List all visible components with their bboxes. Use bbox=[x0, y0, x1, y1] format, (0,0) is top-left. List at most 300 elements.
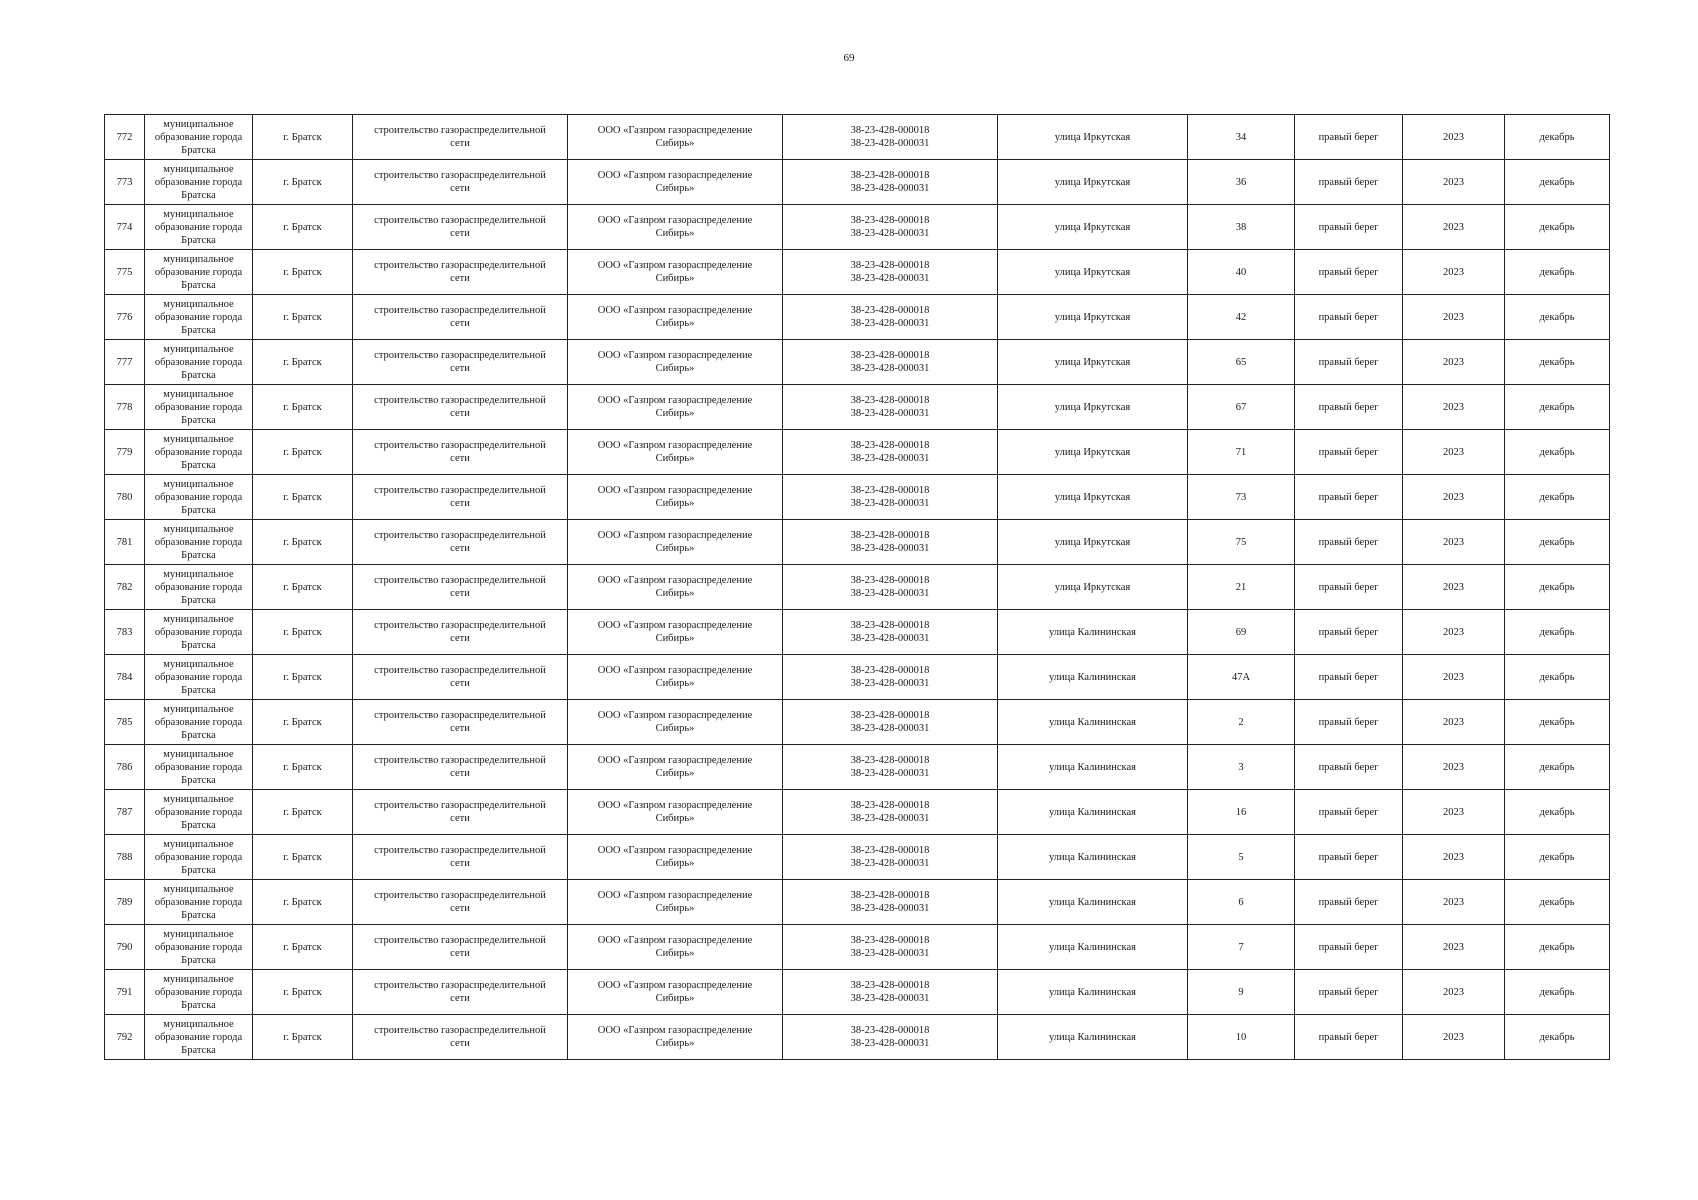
municipality-line: Братска bbox=[181, 1044, 216, 1056]
municipality-cell bbox=[145, 205, 253, 250]
cadastral-codes-line: 38-23-428-000031 bbox=[850, 903, 930, 914]
organization-line: ООО «Газпром газораспределение bbox=[597, 935, 753, 946]
organization-line: Сибирь» bbox=[655, 273, 695, 284]
cadastral-codes-line: 38-23-428-000031 bbox=[850, 138, 930, 149]
municipality-cell bbox=[145, 700, 253, 745]
river-bank-cell: правый берег bbox=[1295, 925, 1403, 970]
organization-line: ООО «Газпром газораспределение bbox=[597, 485, 753, 496]
work-type-line: сети bbox=[450, 408, 470, 419]
month-cell: декабрь bbox=[1505, 205, 1610, 250]
work-type-line: строительство газораспределительной bbox=[374, 755, 546, 766]
municipality-line: муниципальное bbox=[163, 478, 234, 490]
cadastral-codes-line: 38-23-428-000031 bbox=[850, 948, 930, 959]
street-cell: улица Иркутская bbox=[998, 295, 1188, 340]
organization-line: Сибирь» bbox=[655, 858, 695, 869]
street-cell: улица Иркутская bbox=[998, 340, 1188, 385]
work-type-line: сети bbox=[450, 453, 470, 464]
river-bank-cell: правый берег bbox=[1295, 295, 1403, 340]
work-type-line: строительство газораспределительной bbox=[374, 980, 546, 991]
work-type-line: сети bbox=[450, 138, 470, 149]
work-type-line: строительство газораспределительной bbox=[374, 170, 546, 181]
municipality-line: образование города bbox=[154, 986, 243, 998]
work-type-cell bbox=[353, 520, 568, 565]
municipality-line: образование города bbox=[154, 1031, 243, 1043]
municipality-cell bbox=[145, 655, 253, 700]
table-row bbox=[105, 250, 1610, 295]
work-type-line: сети bbox=[450, 948, 470, 959]
organization-line: ООО «Газпром газораспределение bbox=[597, 800, 753, 811]
cadastral-codes-cell bbox=[783, 835, 998, 880]
work-type-cell bbox=[353, 925, 568, 970]
street-cell: улица Калининская bbox=[998, 610, 1188, 655]
cadastral-codes-line: 38-23-428-000018 bbox=[850, 170, 930, 181]
cadastral-codes-line: 38-23-428-000018 bbox=[850, 350, 930, 361]
cadastral-codes-cell bbox=[783, 610, 998, 655]
work-type-line: строительство газораспределительной bbox=[374, 710, 546, 721]
row-number-cell: 778 bbox=[105, 385, 145, 430]
table-row bbox=[105, 925, 1610, 970]
work-type-line: строительство газораспределительной bbox=[374, 305, 546, 316]
house-number-cell: 73 bbox=[1188, 475, 1295, 520]
organization-cell bbox=[568, 700, 783, 745]
municipality-line: муниципальное bbox=[163, 433, 234, 445]
organization-line: ООО «Газпром газораспределение bbox=[597, 665, 753, 676]
municipality-line: Братска bbox=[181, 864, 216, 876]
cadastral-codes-cell bbox=[783, 790, 998, 835]
cadastral-codes-cell bbox=[783, 475, 998, 520]
work-type-line: сети bbox=[450, 318, 470, 329]
organization-cell bbox=[568, 295, 783, 340]
year-cell: 2023 bbox=[1403, 745, 1505, 790]
street-cell: улица Иркутская bbox=[998, 250, 1188, 295]
house-number-cell: 69 bbox=[1188, 610, 1295, 655]
organization-line: Сибирь» bbox=[655, 633, 695, 644]
cadastral-codes-line: 38-23-428-000018 bbox=[850, 440, 930, 451]
row-number-cell: 791 bbox=[105, 970, 145, 1015]
cadastral-codes-cell bbox=[783, 925, 998, 970]
work-type-line: сети bbox=[450, 498, 470, 509]
year-cell: 2023 bbox=[1403, 520, 1505, 565]
organization-cell bbox=[568, 655, 783, 700]
table-row bbox=[105, 475, 1610, 520]
cadastral-codes-line: 38-23-428-000031 bbox=[850, 768, 930, 779]
municipality-line: образование города bbox=[154, 806, 243, 818]
year-cell: 2023 bbox=[1403, 115, 1505, 160]
work-type-line: строительство газораспределительной bbox=[374, 935, 546, 946]
organization-line: Сибирь» bbox=[655, 183, 695, 194]
municipality-line: образование города bbox=[154, 356, 243, 368]
cadastral-codes-cell bbox=[783, 520, 998, 565]
organization-cell bbox=[568, 160, 783, 205]
month-cell: декабрь bbox=[1505, 250, 1610, 295]
city-cell: г. Братск bbox=[253, 655, 353, 700]
work-type-line: строительство газораспределительной bbox=[374, 665, 546, 676]
municipality-line: муниципальное bbox=[163, 568, 234, 580]
municipality-cell bbox=[145, 295, 253, 340]
organization-line: Сибирь» bbox=[655, 948, 695, 959]
work-type-cell bbox=[353, 430, 568, 475]
river-bank-cell: правый берег bbox=[1295, 340, 1403, 385]
organization-line: ООО «Газпром газораспределение bbox=[597, 710, 753, 721]
municipality-cell bbox=[145, 835, 253, 880]
organization-cell bbox=[568, 1015, 783, 1060]
river-bank-cell: правый берег bbox=[1295, 475, 1403, 520]
work-type-line: строительство газораспределительной bbox=[374, 620, 546, 631]
municipality-line: муниципальное bbox=[163, 613, 234, 625]
organization-line: ООО «Газпром газораспределение bbox=[597, 980, 753, 991]
table-row bbox=[105, 745, 1610, 790]
cadastral-codes-line: 38-23-428-000018 bbox=[850, 710, 930, 721]
municipality-line: муниципальное bbox=[163, 388, 234, 400]
cadastral-codes-line: 38-23-428-000031 bbox=[850, 408, 930, 419]
work-type-line: строительство газораспределительной bbox=[374, 845, 546, 856]
municipality-cell bbox=[145, 385, 253, 430]
municipality-line: муниципальное bbox=[163, 343, 234, 355]
table-row bbox=[105, 610, 1610, 655]
organization-cell bbox=[568, 565, 783, 610]
work-type-cell bbox=[353, 655, 568, 700]
work-type-cell bbox=[353, 340, 568, 385]
table-row bbox=[105, 655, 1610, 700]
row-number-cell: 784 bbox=[105, 655, 145, 700]
municipality-cell bbox=[145, 250, 253, 295]
municipality-line: Братска bbox=[181, 459, 216, 471]
work-type-line: строительство газораспределительной bbox=[374, 125, 546, 136]
table-row bbox=[105, 295, 1610, 340]
municipality-cell bbox=[145, 115, 253, 160]
city-cell: г. Братск bbox=[253, 700, 353, 745]
table-row bbox=[105, 700, 1610, 745]
street-cell: улица Калининская bbox=[998, 925, 1188, 970]
work-type-line: сети bbox=[450, 183, 470, 194]
municipality-line: муниципальное bbox=[163, 703, 234, 715]
month-cell: декабрь bbox=[1505, 295, 1610, 340]
row-number-cell: 790 bbox=[105, 925, 145, 970]
table-body bbox=[105, 115, 1610, 1060]
house-number-cell: 9 bbox=[1188, 970, 1295, 1015]
municipality-cell bbox=[145, 520, 253, 565]
year-cell: 2023 bbox=[1403, 880, 1505, 925]
river-bank-cell: правый берег bbox=[1295, 880, 1403, 925]
cadastral-codes-line: 38-23-428-000018 bbox=[850, 890, 930, 901]
table-row bbox=[105, 880, 1610, 925]
cadastral-codes-line: 38-23-428-000018 bbox=[850, 1025, 930, 1036]
work-type-cell bbox=[353, 565, 568, 610]
cadastral-codes-cell bbox=[783, 655, 998, 700]
cadastral-codes-line: 38-23-428-000018 bbox=[850, 845, 930, 856]
cadastral-codes-line: 38-23-428-000031 bbox=[850, 678, 930, 689]
work-type-line: сети bbox=[450, 768, 470, 779]
organization-line: ООО «Газпром газораспределение bbox=[597, 350, 753, 361]
municipality-cell bbox=[145, 340, 253, 385]
page-number: 69 bbox=[843, 52, 855, 64]
year-cell: 2023 bbox=[1403, 835, 1505, 880]
work-type-line: строительство газораспределительной bbox=[374, 575, 546, 586]
cadastral-codes-line: 38-23-428-000031 bbox=[850, 588, 930, 599]
organization-line: Сибирь» bbox=[655, 498, 695, 509]
city-cell: г. Братск bbox=[253, 925, 353, 970]
municipality-line: Братска bbox=[181, 324, 216, 336]
month-cell: декабрь bbox=[1505, 700, 1610, 745]
year-cell: 2023 bbox=[1403, 340, 1505, 385]
work-type-cell bbox=[353, 160, 568, 205]
cadastral-codes-line: 38-23-428-000031 bbox=[850, 993, 930, 1004]
row-number-cell: 781 bbox=[105, 520, 145, 565]
cadastral-codes-cell bbox=[783, 385, 998, 430]
municipality-line: муниципальное bbox=[163, 208, 234, 220]
river-bank-cell: правый берег bbox=[1295, 655, 1403, 700]
river-bank-cell: правый берег bbox=[1295, 835, 1403, 880]
cadastral-codes-line: 38-23-428-000018 bbox=[850, 125, 930, 136]
organization-cell bbox=[568, 925, 783, 970]
cadastral-codes-line: 38-23-428-000031 bbox=[850, 1038, 930, 1049]
municipality-line: Братска bbox=[181, 594, 216, 606]
year-cell: 2023 bbox=[1403, 610, 1505, 655]
work-type-cell bbox=[353, 700, 568, 745]
table-row bbox=[105, 160, 1610, 205]
municipality-cell bbox=[145, 565, 253, 610]
work-type-line: сети bbox=[450, 858, 470, 869]
municipality-line: Братска bbox=[181, 504, 216, 516]
city-cell: г. Братск bbox=[253, 430, 353, 475]
river-bank-cell: правый берег bbox=[1295, 745, 1403, 790]
municipality-line: образование города bbox=[154, 896, 243, 908]
city-cell: г. Братск bbox=[253, 340, 353, 385]
cadastral-codes-line: 38-23-428-000031 bbox=[850, 633, 930, 644]
year-cell: 2023 bbox=[1403, 925, 1505, 970]
house-number-cell: 21 bbox=[1188, 565, 1295, 610]
organization-cell bbox=[568, 340, 783, 385]
work-type-line: сети bbox=[450, 993, 470, 1004]
city-cell: г. Братск bbox=[253, 250, 353, 295]
organization-line: Сибирь» bbox=[655, 228, 695, 239]
table-row bbox=[105, 340, 1610, 385]
cadastral-codes-line: 38-23-428-000018 bbox=[850, 395, 930, 406]
row-number-cell: 782 bbox=[105, 565, 145, 610]
organization-line: ООО «Газпром газораспределение bbox=[597, 1025, 753, 1036]
street-cell: улица Калининская bbox=[998, 655, 1188, 700]
cadastral-codes-line: 38-23-428-000018 bbox=[850, 530, 930, 541]
cadastral-codes-line: 38-23-428-000031 bbox=[850, 453, 930, 464]
organization-cell bbox=[568, 430, 783, 475]
municipality-cell bbox=[145, 745, 253, 790]
municipality-line: образование города bbox=[154, 311, 243, 323]
year-cell: 2023 bbox=[1403, 655, 1505, 700]
organization-line: ООО «Газпром газораспределение bbox=[597, 395, 753, 406]
cadastral-codes-cell bbox=[783, 1015, 998, 1060]
river-bank-cell: правый берег bbox=[1295, 430, 1403, 475]
house-number-cell: 5 bbox=[1188, 835, 1295, 880]
river-bank-cell: правый берег bbox=[1295, 565, 1403, 610]
cadastral-codes-line: 38-23-428-000018 bbox=[850, 935, 930, 946]
municipality-line: муниципальное bbox=[163, 118, 234, 130]
municipality-line: Братска bbox=[181, 999, 216, 1011]
municipality-line: образование города bbox=[154, 671, 243, 683]
year-cell: 2023 bbox=[1403, 1015, 1505, 1060]
organization-cell bbox=[568, 475, 783, 520]
house-number-cell: 75 bbox=[1188, 520, 1295, 565]
cadastral-codes-cell bbox=[783, 700, 998, 745]
cadastral-codes-line: 38-23-428-000018 bbox=[850, 620, 930, 631]
organization-line: ООО «Газпром газораспределение bbox=[597, 575, 753, 586]
month-cell: декабрь bbox=[1505, 880, 1610, 925]
cadastral-codes-line: 38-23-428-000031 bbox=[850, 858, 930, 869]
street-cell: улица Калининская bbox=[998, 1015, 1188, 1060]
municipality-cell bbox=[145, 475, 253, 520]
organization-line: ООО «Газпром газораспределение bbox=[597, 215, 753, 226]
organization-line: Сибирь» bbox=[655, 723, 695, 734]
organization-line: ООО «Газпром газораспределение bbox=[597, 170, 753, 181]
cadastral-codes-cell bbox=[783, 430, 998, 475]
work-type-cell bbox=[353, 745, 568, 790]
municipality-line: образование города bbox=[154, 221, 243, 233]
city-cell: г. Братск bbox=[253, 880, 353, 925]
work-type-line: строительство газораспределительной bbox=[374, 215, 546, 226]
house-number-cell: 42 bbox=[1188, 295, 1295, 340]
work-type-cell bbox=[353, 205, 568, 250]
city-cell: г. Братск bbox=[253, 385, 353, 430]
work-type-cell bbox=[353, 970, 568, 1015]
river-bank-cell: правый берег bbox=[1295, 610, 1403, 655]
municipality-line: образование города bbox=[154, 761, 243, 773]
street-cell: улица Иркутская bbox=[998, 430, 1188, 475]
month-cell: декабрь bbox=[1505, 925, 1610, 970]
municipality-line: образование города bbox=[154, 941, 243, 953]
cadastral-codes-line: 38-23-428-000018 bbox=[850, 980, 930, 991]
municipality-line: муниципальное bbox=[163, 838, 234, 850]
cadastral-codes-line: 38-23-428-000031 bbox=[850, 318, 930, 329]
month-cell: декабрь bbox=[1505, 970, 1610, 1015]
organization-line: Сибирь» bbox=[655, 1038, 695, 1049]
municipality-cell bbox=[145, 925, 253, 970]
row-number-cell: 779 bbox=[105, 430, 145, 475]
work-type-line: строительство газораспределительной bbox=[374, 890, 546, 901]
street-cell: улица Иркутская bbox=[998, 160, 1188, 205]
work-type-line: строительство газораспределительной bbox=[374, 395, 546, 406]
city-cell: г. Братск bbox=[253, 610, 353, 655]
municipality-line: муниципальное bbox=[163, 1018, 234, 1030]
city-cell: г. Братск bbox=[253, 970, 353, 1015]
organization-line: Сибирь» bbox=[655, 588, 695, 599]
month-cell: декабрь bbox=[1505, 385, 1610, 430]
cadastral-codes-cell bbox=[783, 745, 998, 790]
organization-line: Сибирь» bbox=[655, 678, 695, 689]
year-cell: 2023 bbox=[1403, 385, 1505, 430]
city-cell: г. Братск bbox=[253, 160, 353, 205]
cadastral-codes-cell bbox=[783, 880, 998, 925]
organization-line: ООО «Газпром газораспределение bbox=[597, 305, 753, 316]
municipality-line: муниципальное bbox=[163, 658, 234, 670]
house-number-cell: 34 bbox=[1188, 115, 1295, 160]
street-cell: улица Калининская bbox=[998, 880, 1188, 925]
organization-line: ООО «Газпром газораспределение bbox=[597, 755, 753, 766]
month-cell: декабрь bbox=[1505, 340, 1610, 385]
row-number-cell: 776 bbox=[105, 295, 145, 340]
municipality-line: образование города bbox=[154, 491, 243, 503]
work-type-cell bbox=[353, 115, 568, 160]
street-cell: улица Иркутская bbox=[998, 115, 1188, 160]
municipality-line: образование города bbox=[154, 176, 243, 188]
municipality-line: образование города bbox=[154, 401, 243, 413]
year-cell: 2023 bbox=[1403, 565, 1505, 610]
house-number-cell: 71 bbox=[1188, 430, 1295, 475]
work-type-cell bbox=[353, 835, 568, 880]
municipality-line: образование города bbox=[154, 581, 243, 593]
street-cell: улица Калининская bbox=[998, 835, 1188, 880]
work-type-line: сети bbox=[450, 813, 470, 824]
house-number-cell: 67 bbox=[1188, 385, 1295, 430]
city-cell: г. Братск bbox=[253, 790, 353, 835]
municipality-line: образование города bbox=[154, 446, 243, 458]
city-cell: г. Братск bbox=[253, 475, 353, 520]
month-cell: декабрь bbox=[1505, 520, 1610, 565]
work-type-cell bbox=[353, 475, 568, 520]
month-cell: декабрь bbox=[1505, 565, 1610, 610]
cadastral-codes-line: 38-23-428-000031 bbox=[850, 273, 930, 284]
organization-cell bbox=[568, 610, 783, 655]
cadastral-codes-line: 38-23-428-000018 bbox=[850, 755, 930, 766]
municipality-line: Братска bbox=[181, 549, 216, 561]
municipality-cell bbox=[145, 160, 253, 205]
year-cell: 2023 bbox=[1403, 205, 1505, 250]
organization-cell bbox=[568, 745, 783, 790]
work-type-line: строительство газораспределительной bbox=[374, 800, 546, 811]
city-cell: г. Братск bbox=[253, 115, 353, 160]
work-type-cell bbox=[353, 385, 568, 430]
row-number-cell: 780 bbox=[105, 475, 145, 520]
table-row bbox=[105, 115, 1610, 160]
work-type-line: сети bbox=[450, 228, 470, 239]
row-number-cell: 785 bbox=[105, 700, 145, 745]
work-type-line: строительство газораспределительной bbox=[374, 530, 546, 541]
row-number-cell: 783 bbox=[105, 610, 145, 655]
municipality-line: Братска bbox=[181, 414, 216, 426]
year-cell: 2023 bbox=[1403, 475, 1505, 520]
work-type-line: сети bbox=[450, 1038, 470, 1049]
house-number-cell: 40 bbox=[1188, 250, 1295, 295]
river-bank-cell: правый берег bbox=[1295, 115, 1403, 160]
table-row bbox=[105, 520, 1610, 565]
city-cell: г. Братск bbox=[253, 295, 353, 340]
house-number-cell: 36 bbox=[1188, 160, 1295, 205]
month-cell: декабрь bbox=[1505, 430, 1610, 475]
river-bank-cell: правый берег bbox=[1295, 1015, 1403, 1060]
work-type-line: сети bbox=[450, 903, 470, 914]
organization-cell bbox=[568, 880, 783, 925]
municipality-cell bbox=[145, 790, 253, 835]
house-number-cell: 10 bbox=[1188, 1015, 1295, 1060]
municipality-line: Братска bbox=[181, 819, 216, 831]
organization-cell bbox=[568, 520, 783, 565]
work-type-line: сети bbox=[450, 678, 470, 689]
organization-line: Сибирь» bbox=[655, 543, 695, 554]
work-type-line: строительство газораспределительной bbox=[374, 440, 546, 451]
organization-cell bbox=[568, 835, 783, 880]
municipality-line: Братска bbox=[181, 774, 216, 786]
municipality-cell bbox=[145, 970, 253, 1015]
year-cell: 2023 bbox=[1403, 790, 1505, 835]
cadastral-codes-cell bbox=[783, 160, 998, 205]
organization-line: Сибирь» bbox=[655, 363, 695, 374]
municipality-line: муниципальное bbox=[163, 883, 234, 895]
month-cell: декабрь bbox=[1505, 835, 1610, 880]
row-number-cell: 787 bbox=[105, 790, 145, 835]
city-cell: г. Братск bbox=[253, 520, 353, 565]
organization-line: ООО «Газпром газораспределение bbox=[597, 620, 753, 631]
work-type-cell bbox=[353, 790, 568, 835]
work-type-line: сети bbox=[450, 633, 470, 644]
cadastral-codes-cell bbox=[783, 340, 998, 385]
